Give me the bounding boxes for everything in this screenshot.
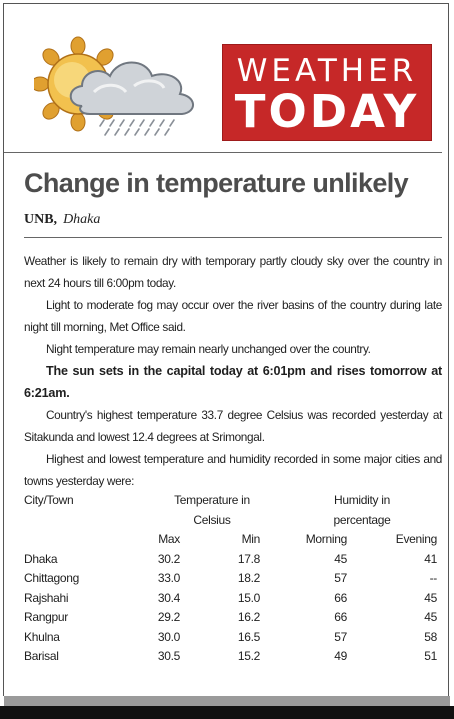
- table-row: [24, 550, 442, 570]
- paragraph: Night temperature may remain nearly unchanged over the country.: [46, 342, 371, 356]
- cell-city: Rajshahi: [24, 590, 69, 605]
- cell-morning: 66: [334, 590, 347, 605]
- cell-morning: 49: [334, 649, 347, 663]
- cell-city: Rangpur: [24, 610, 68, 624]
- paragraph: Weather is likely to remain dry with temporary partly cloudy sky over the country in next 24 hours till 6:00pm today.: [24, 254, 442, 290]
- cell-city: Barisal: [24, 649, 59, 663]
- col-header-temp-line2: Celsius: [193, 513, 231, 527]
- cell-morning: 57: [334, 629, 347, 644]
- banner-word-weather: WEATHER: [236, 53, 418, 89]
- cell-min: 15.2: [237, 649, 260, 663]
- cell-city: Chittagong: [24, 571, 80, 585]
- cell-max: 30.2: [157, 551, 180, 566]
- table-subheader: [24, 530, 442, 550]
- cell-evening: 41: [424, 551, 437, 566]
- cell-evening: 51: [424, 649, 437, 663]
- table-row: [24, 589, 442, 609]
- banner-word-today: TODAY: [234, 85, 420, 138]
- paragraph: Highest and lowest temperature and humidity recorded in some major cities and towns yesterday were:: [24, 452, 442, 488]
- article-body: [24, 250, 442, 492]
- cell-min: 16.5: [237, 629, 260, 644]
- subheader-min: Min: [241, 532, 260, 546]
- paragraph-sun-times: The sun sets in the capital today at 6:01pm and rises tomorrow at 6:21am.: [24, 364, 442, 400]
- cell-evening: 58: [424, 629, 437, 644]
- divider-byline: [24, 237, 442, 238]
- cell-min: 15.0: [237, 590, 260, 605]
- weather-table: [24, 490, 442, 667]
- cell-morning: 45: [334, 551, 347, 566]
- paragraph: Light to moderate fog may occur over the river basins of the country during late night till morning, Met Office said.: [24, 298, 442, 334]
- subheader-max: Max: [158, 532, 180, 546]
- cell-max: 30.5: [157, 649, 180, 663]
- cell-min: 17.8: [237, 551, 260, 566]
- col-header-temp-line1: Temperature in: [174, 493, 250, 507]
- table-row: [24, 628, 442, 648]
- paragraph: Country's highest temperature 33.7 degree Celsius was recorded yesterday at Sitakunda and lowest 12.4 degrees at Srimongal.: [24, 408, 442, 444]
- cell-min: 16.2: [237, 610, 260, 624]
- cell-max: 30.0: [157, 629, 180, 644]
- weather-today-banner: [222, 44, 432, 141]
- cell-evening: --: [429, 571, 437, 585]
- col-header-city: City/Town: [24, 493, 74, 507]
- cell-max: 29.2: [157, 610, 180, 624]
- cell-morning: 57: [334, 571, 347, 585]
- bottom-gray-bar: [4, 696, 450, 706]
- table-row: [24, 647, 442, 667]
- cell-max: 30.4: [157, 590, 180, 605]
- cell-evening: 45: [424, 590, 437, 605]
- cell-min: 18.2: [237, 571, 260, 585]
- cell-city: Khulna: [24, 629, 60, 644]
- col-header-humidity-line2: percentage: [333, 513, 391, 527]
- cell-evening: 45: [424, 610, 437, 624]
- col-header-humidity-line1: Humidity in: [333, 493, 391, 507]
- byline-place: Dhaka: [63, 212, 101, 227]
- subheader-morning: Morning: [305, 532, 347, 546]
- table-header: [24, 490, 442, 530]
- cell-morning: 66: [334, 610, 347, 624]
- byline-agency: UNB,: [24, 212, 58, 227]
- headline: Change in temperature unlikely: [24, 168, 409, 198]
- cell-max: 33.0: [157, 571, 180, 585]
- table-row: [24, 608, 442, 628]
- bottom-black-bar: [0, 706, 454, 719]
- divider-top: [4, 152, 442, 153]
- subheader-evening: Evening: [395, 532, 437, 546]
- sun-cloud-rain-icon: [34, 36, 219, 136]
- cell-city: Dhaka: [24, 551, 58, 566]
- byline: [24, 212, 100, 228]
- table-row: [24, 569, 442, 589]
